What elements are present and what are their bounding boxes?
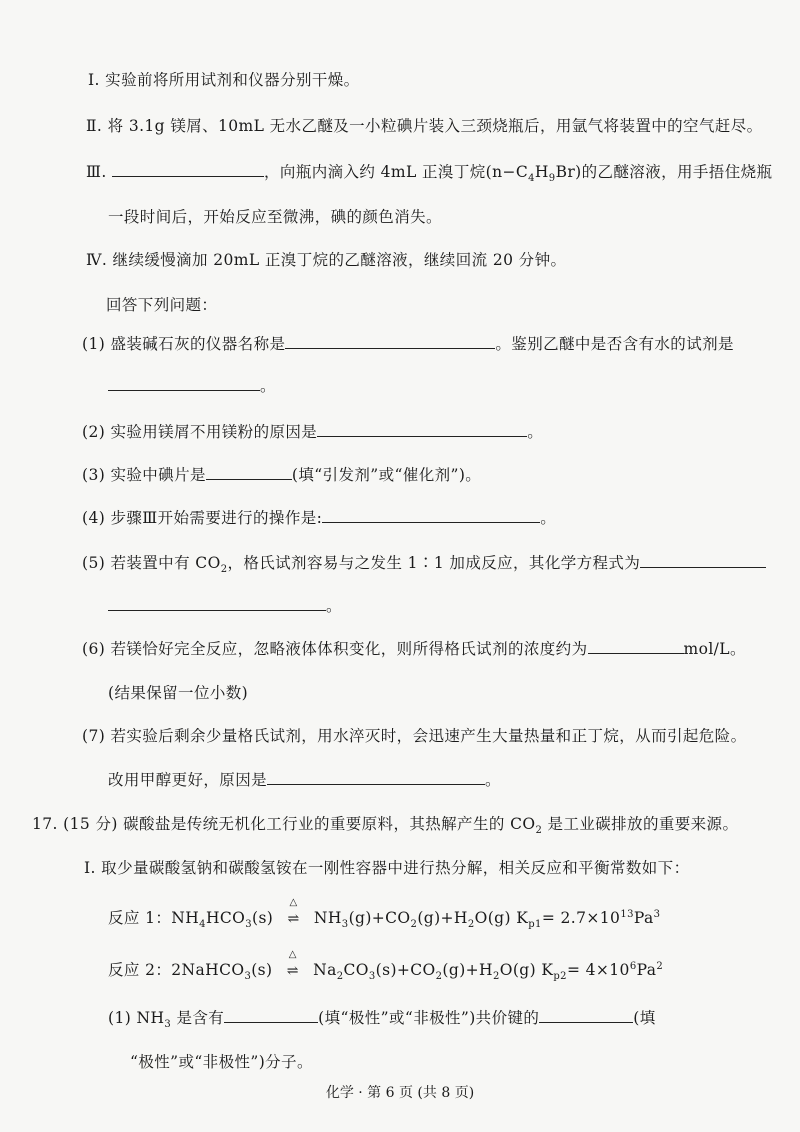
- q17-subquestion-1-cont: “极性”或“非极性”)分子。: [130, 1053, 313, 1071]
- question-6-note: (结果保留一位小数): [108, 684, 249, 702]
- step-3-blank[interactable]: [112, 162, 264, 177]
- question-4: (4) 步骤Ⅲ开始需要进行的操作是: 。: [82, 509, 557, 527]
- reversible-arrow-icon: △ ⇌: [286, 949, 299, 979]
- question-7-cont: 改用甲醇更好，原因是 。: [108, 771, 501, 789]
- question-7: (7) 若实验后剩余少量格氏试剂，用水淬灭时，会迅速产生大量热量和正丁烷，从而引起危险。: [82, 727, 747, 745]
- step-4: Ⅳ. 继续缓慢滴加 20mL 正溴丁烷的乙醚溶液，继续回流 20 分钟。: [86, 251, 567, 269]
- q7-blank[interactable]: [267, 770, 485, 785]
- question-1: (1) 盛装碱石灰的仪器名称是 。鉴别乙醚中是否含有水的试剂是: [82, 335, 734, 353]
- question-5-cont: 。: [108, 594, 342, 616]
- q3-blank[interactable]: [206, 465, 292, 480]
- question-5: (5) 若装置中有 $CO_2$，格氏试剂容易与之发生 1∶1 加成反应，其化学方程式为: [82, 551, 766, 575]
- step-2: Ⅱ. 将 3.1g 镁屑、10mL 无水乙醚及一小粒碘片装入三颈烧瓶后，用氩气将装置中的空气赶尽。: [86, 117, 763, 135]
- question-6: (6) 若镁恰好完全反应，忽略液体体积变化，则所得格氏试剂的浓度约为 mol/L。: [82, 640, 746, 658]
- q17-1-blank-1[interactable]: [224, 1008, 318, 1023]
- reaction-2: 反应 2：2NaHCO$_3$(s) △ ⇌ $Na_2CO_3(s)+CO_2(g)+H_2O(g)$ $K_{p2}= 4\times 10^6Pa^2$: [108, 949, 664, 983]
- reaction-1: 反应 1：$NH_4HCO_3(s)$ △ ⇌ $NH_3(g)+CO_2(g)+H_2O(g)$ $K_{p1}= 2.7\times 10^{13}Pa^3$: [108, 897, 661, 931]
- step-3-continued: 一段时间后，开始反应至微沸，碘的颜色消失。: [108, 208, 442, 226]
- q5-blank-2[interactable]: [108, 596, 326, 611]
- question-2: (2) 实验用镁屑不用镁粉的原因是 。: [82, 423, 544, 441]
- q1-blank-2[interactable]: [108, 376, 260, 391]
- question-1-cont: 。: [108, 374, 276, 396]
- question-17-heading: 17. (15 分) 碳酸盐是传统无机化工行业的重要原料，其热解产生的 $CO_2$ 是工业碳排放的重要来源。: [32, 815, 739, 837]
- q5-blank-1[interactable]: [640, 553, 766, 568]
- q17-subquestion-1: (1) $NH_3$ 是含有 (填“极性”或“非极性”)共价键的 (填: [108, 1009, 656, 1031]
- q2-blank[interactable]: [317, 422, 527, 437]
- page-footer: 化学 · 第 6 页 (共 8 页): [325, 1085, 475, 1101]
- answer-prompt: 回答下列问题：: [106, 296, 218, 314]
- q4-blank[interactable]: [322, 508, 540, 523]
- reversible-arrow-icon: △ ⇌: [287, 897, 300, 927]
- question-3: (3) 实验中碘片是 (填“引发剂”或“催化剂”)。: [82, 466, 482, 484]
- q6-blank[interactable]: [588, 639, 684, 654]
- q17-part-1: Ⅰ. 取少量碳酸氢钠和碳酸氢铵在一刚性容器中进行热分解，相关反应和平衡常数如下：: [84, 859, 690, 877]
- q1-blank-1[interactable]: [285, 334, 495, 349]
- step-1: Ⅰ. 实验前将所用试剂和仪器分别干燥。: [88, 71, 360, 89]
- step-3: Ⅲ. ，向瓶内滴入约 4mL 正溴丁烷$(n-C_4H_9Br)$的乙醚溶液，用手捂住烧瓶: [86, 163, 773, 185]
- q17-1-blank-2[interactable]: [539, 1008, 633, 1023]
